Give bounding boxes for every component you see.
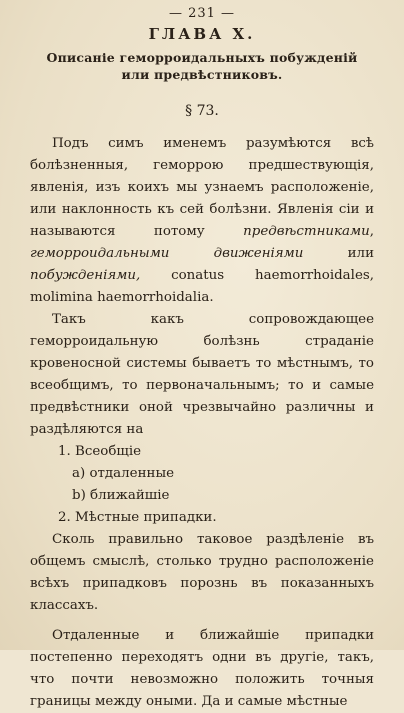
- list-item: 2. Мѣстные припадки.: [58, 510, 217, 525]
- section-heading: § 73.: [185, 103, 219, 119]
- term-predvestniki: предвѣстниками: [243, 224, 370, 239]
- term-gemorroidalnye-dvizheniya: геморроидальными движеніями: [30, 246, 304, 261]
- list-item: b) ближайшіе: [72, 488, 170, 503]
- page-body: [30, 133, 374, 713]
- page-number: — 231 —: [168, 6, 236, 21]
- classification-list: [30, 441, 374, 529]
- paragraph-1-text: Подъ симъ именемъ разумѣются всѣ болѣзненныя, геморрою предшествующія, явленія, изъ коихъ мы узнаемъ расположеніе, или наклонность къ сей болѣзни. Явленія сіи и называются потому: [30, 136, 374, 239]
- paragraph-2: Такъ какъ сопровождающее геморроидальную болѣзнь страданіе кровеносной системы бываетъ то мѣстнымъ, то всеобщимъ, то первоначальнымъ; то и самые предвѣстники оной чрезвычайно различны и раздѣляются на: [30, 312, 374, 437]
- term-pobuzhdeniya: побужденіями,: [30, 268, 141, 283]
- chapter-heading: ГЛАВА X.: [148, 25, 256, 43]
- separator: или: [303, 246, 374, 261]
- paragraph-1: [30, 133, 374, 309]
- paragraph-3: Сколь правильно таковое раздѣленіе въ общемъ смыслѣ, столько трудно расположеніе всѣхъ припадковъ порознь въ показанныхъ классахъ.: [30, 532, 374, 613]
- paragraph-4: Отдаленные и ближайшіе припадки постепенно переходятъ одни въ другіе, такъ, что почти невозможно положить точныя границы между оными. Да и самые мѣстные: [30, 628, 374, 709]
- chapter-subtitle: Описаніе геморроидальныхъ побужденій или предвѣстниковъ.: [46, 50, 358, 82]
- list-item: a) отдаленные: [72, 466, 175, 481]
- latin-terms: conatus haemorrhoidales, molimina haemorrhoidalia.: [30, 268, 374, 305]
- separator: ,: [369, 224, 374, 239]
- list-item: 1. Всеобщіе: [58, 444, 142, 459]
